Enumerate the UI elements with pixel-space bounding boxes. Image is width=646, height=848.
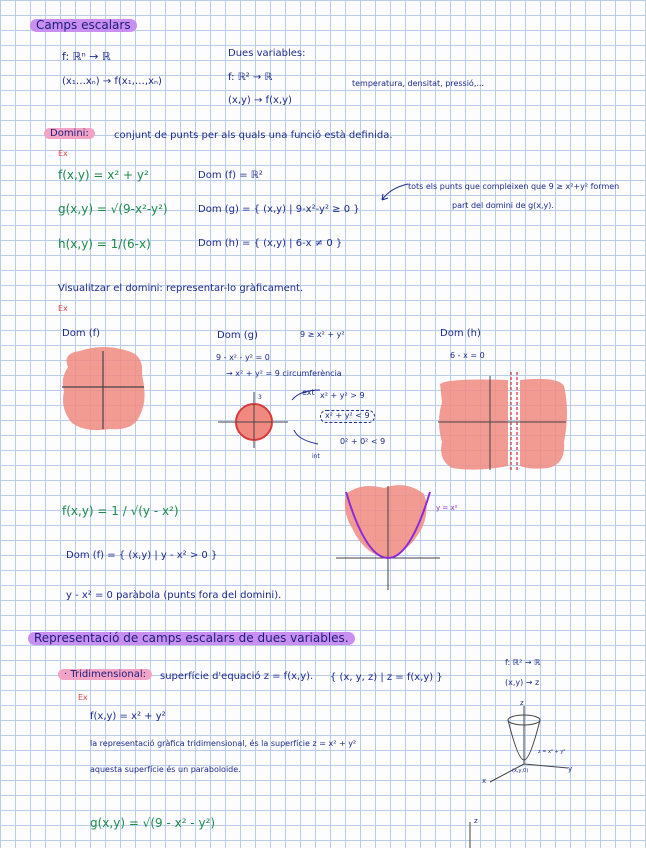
rep-f-definition: f(x,y) = x² + y² [90, 711, 166, 722]
two-vars-heading: Dues variables: [228, 48, 306, 59]
dom-h-region [438, 372, 568, 472]
map-xy-z: (x,y) → z [505, 678, 540, 687]
rep-line1: la representació gràfica tridimensional, és la superfície z = x² + y² [90, 739, 357, 748]
dom-h-equation: 6 - x = 0 [450, 351, 485, 360]
parabola-region [336, 484, 446, 592]
ext-label: ext [302, 388, 315, 397]
point-label: (x,y,0) [512, 768, 529, 774]
domain-definition: conjunt de punts per als quals una funció està definida. [114, 130, 393, 141]
rep-g-definition: g(x,y) = √(9 - x² - y²) [90, 816, 216, 830]
map-general-vars: (x₁…xₙ) → f(x₁,…,xₙ) [62, 76, 162, 87]
z-axis-start [462, 817, 482, 848]
tridimensional-text: superfície d'equació z = f(x,y). [160, 671, 314, 682]
map-two-vars: (x,y) → f(x,y) [228, 95, 292, 106]
curve-label: y = x² [436, 504, 458, 512]
dom-f-region [58, 345, 148, 435]
axis-y-label: y [568, 765, 573, 773]
origin-check: 0² + 0² < 9 [340, 437, 386, 446]
dom-h-heading: Dom (h) [440, 328, 481, 339]
g-definition: g(x,y) = √(9-x²-y²) [58, 202, 168, 216]
f-domain: Dom (f) = ℝ² [198, 170, 263, 181]
domain-note-line1: tots els punts que compleixen que 9 ≥ x²+y² formen [408, 182, 620, 191]
map-general: f: ℝⁿ → ℝ [62, 50, 111, 63]
rep-ex-label: Ex [78, 693, 88, 702]
rep-line2: aquesta superfície és un paraboloide. [90, 765, 241, 774]
visualize-heading: Visualitzar el domini: representar-lo gràficament. [58, 283, 304, 294]
map-two: f: ℝ² → ℝ [228, 72, 273, 83]
h-domain: Dom (h) = { (x,y) | 6-x ≠ 0 } [198, 238, 343, 249]
axis-x-label: x [482, 777, 487, 785]
f2-parabola: y - x² = 0 paràbola (punts fora del domini). [66, 590, 282, 601]
dom-f-heading: Dom (f) [62, 328, 101, 339]
paraboloid-sketch [484, 700, 574, 782]
domain-note-line2: part del domini de g(x,y). [452, 201, 554, 210]
axis-z2-label: z [474, 817, 478, 825]
examples-note: temperatura, densitat, pressió,... [352, 79, 484, 88]
f2-definition: f(x,y) = 1 / √(y - x²) [62, 504, 179, 518]
domain-label: Domini: [44, 128, 95, 139]
representation-heading: Representació de camps escalars de dues variables. [28, 632, 355, 645]
dom-g-equation: 9 - x² - y² = 0 [216, 353, 270, 362]
axis-z-label: z [520, 699, 524, 707]
axis-tick-3: 3 [258, 394, 262, 401]
g-domain: Dom (g) = { (x,y) | 9-x²-y² ≥ 0 } [198, 204, 360, 215]
tridimensional-label: · Tridimensional: [58, 669, 152, 680]
f2-domain: Dom (f) = { (x,y) | y - x² > 0 } [66, 550, 218, 561]
dom-g-condition: 9 ≥ x² + y² [300, 330, 345, 339]
h-definition: h(x,y) = 1/(6-x) [58, 237, 151, 251]
int-inequality: x² + y² < 9 [320, 410, 375, 423]
dom-g-circle: → x² + y² = 9 circumferència [226, 369, 342, 378]
f-definition: f(x,y) = x² + y² [58, 168, 149, 182]
map-r2-r: f: ℝ² → ℝ [505, 658, 541, 667]
dom-g-heading: Dom (g) [217, 330, 258, 341]
note-arrow-icon [380, 182, 410, 204]
domain-ex-label: Ex [58, 149, 68, 158]
surface-label: z = x² + y² [538, 749, 566, 755]
surface-set: { (x, y, z) | z = f(x,y) } [330, 672, 443, 683]
visualize-ex-label: Ex [58, 304, 68, 313]
page-title: Camps escalars [30, 19, 137, 32]
int-label: int [312, 453, 320, 460]
ext-inequality: x² + y² > 9 [320, 391, 365, 400]
